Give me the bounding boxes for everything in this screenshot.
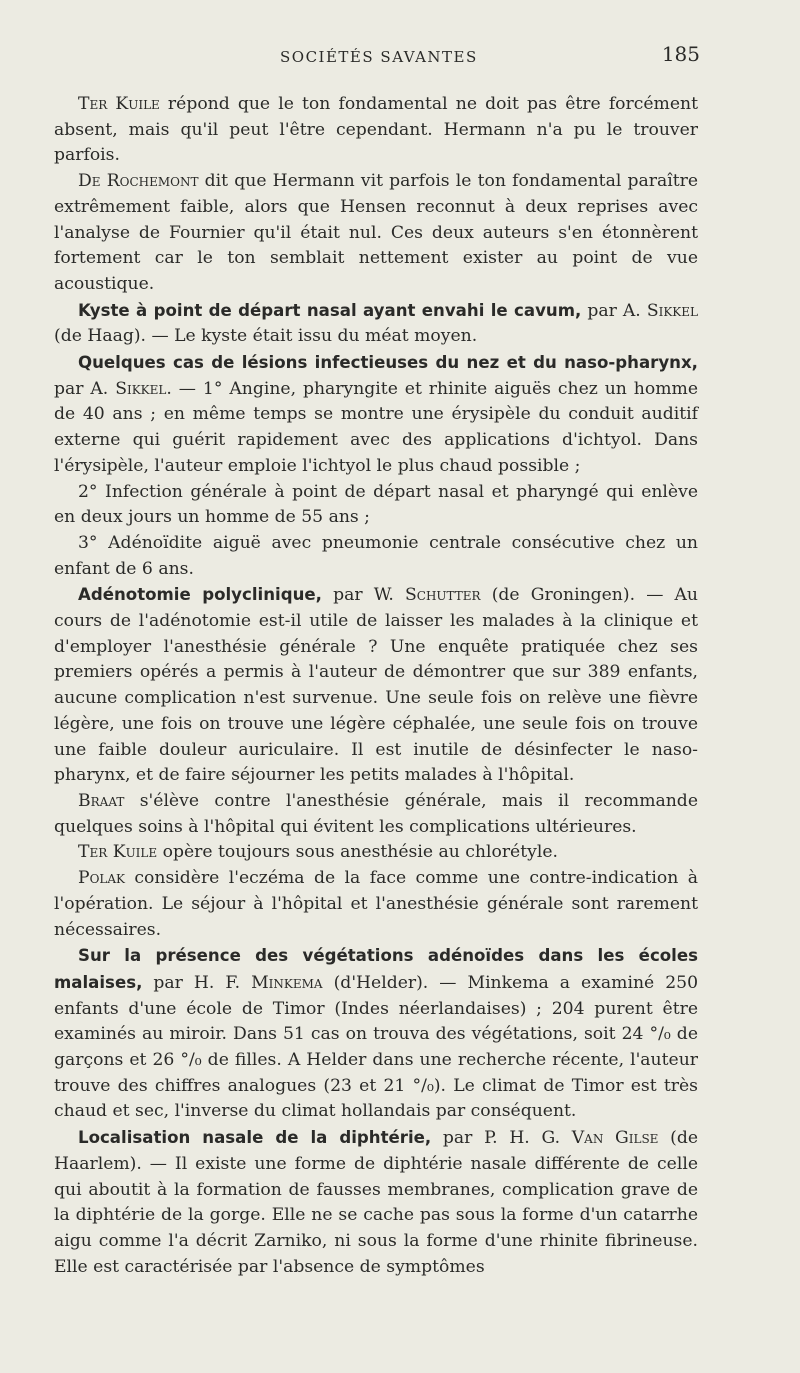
paragraph-text: s'élève contre l'anesthésie générale, mais il recommande quelques soins à l'hôpital qui évitent les complications ultérieures. bbox=[54, 790, 698, 837]
section-heading: Kyste à point de départ nasal ayant envahi le cavum, bbox=[78, 300, 582, 320]
paragraph-text: dit que Hermann vit parfois le ton fondamental paraître extrêmement faible, alors que Hensen reconnut à deux reprises avec l'analyse de Fournier qu'il était nul. Ces deux auteurs s'en étonnèrent fortement car le ton semblait nettement exister au point de vue acoustique. bbox=[54, 171, 698, 294]
paragraph-text: (de Haarlem). — Il existe une forme de diphtérie nasale différente de celle qui aboutit à la formation de fausses membranes, complication grave de la diphtérie de la gorge. Elle ne se cache pas sous la forme d'un catarrhe aigu comme l'a décrit Zarniko, ni sous la forme d'une rhinite fibrineuse. Elle est caractérisée par l'absence de symptômes bbox=[54, 1128, 699, 1277]
paragraph-text: 3° Adénoïdite aiguë avec pneumonie centrale consécutive chez un enfant de 6 ans. bbox=[54, 532, 698, 579]
braat-remark bbox=[54, 789, 698, 840]
kyste-section bbox=[54, 298, 698, 350]
section-heading: Sur la présence des végétations adénoïdes dans les écoles malaises, bbox=[54, 946, 698, 992]
paragraph-text: par A. bbox=[54, 378, 116, 399]
lesions-section bbox=[54, 350, 698, 480]
adenotomie-section bbox=[54, 582, 698, 789]
author-name: Sikkel bbox=[115, 378, 167, 399]
paragraph-text: 2° Infection générale à point de départ nasal et pharyngé qui enlève en deux jours un homme de 55 ans ; bbox=[54, 481, 698, 528]
paragraph-text: répond que le ton fondamental ne doit pas être forcément absent, mais qu'il peut l'être cependant. Hermann n'a pu le trouver parfois. bbox=[54, 94, 698, 166]
author-name: Ter Kuile bbox=[78, 94, 160, 114]
section-heading: Localisation nasale de la diphtérie, bbox=[78, 1128, 432, 1148]
author-name: Minkema bbox=[251, 972, 323, 993]
lesions-case-3 bbox=[54, 531, 698, 582]
paragraph-text: par A. bbox=[581, 300, 647, 321]
polak-remark bbox=[54, 866, 698, 943]
author-name: Van Gilse bbox=[571, 1128, 659, 1149]
paragraph-text: considère l'eczéma de la face comme une contre-indication à l'opération. Le séjour à l'hôpital et l'anesthésie générale sont rarement nécessaires. bbox=[54, 868, 698, 940]
paragraph-text: par P. H. G. bbox=[431, 1128, 572, 1149]
body-text bbox=[54, 92, 698, 1280]
ter-kuile-remark-2 bbox=[54, 840, 698, 866]
section-heading: Adénotomie polyclinique, bbox=[78, 585, 322, 605]
author-name: Braat bbox=[78, 790, 125, 811]
running-title: SOCIÉTÉS SAVANTES bbox=[280, 48, 478, 66]
ter-kuile-remark bbox=[54, 92, 698, 169]
author-name: Sikkel bbox=[646, 300, 698, 321]
paragraph-text: (de Haag). — Le kyste était issu du méat moyen. bbox=[54, 326, 478, 347]
paragraph-text: (d'Helder). — Minkema a examiné 250 enfants d'une école de Timor (Indes néerlandaises) ; 204 purent être examinés au miroir. Dans 51 cas on trouva des végétations, soit 24 °/₀ de garçons et 26 °/₀ de filles. A Helder dans une recherche récente, l'auteur trouve des chiffres analogues (23 et 21 °/₀). Le climat de Timor est très chaud et sec, l'inverse du climat hollandais par conséquent. bbox=[54, 972, 698, 1122]
de-rochemont-remark bbox=[54, 169, 698, 298]
author-name: De Rochemont bbox=[78, 171, 199, 192]
paragraph-text: par W. bbox=[321, 585, 405, 606]
vegetations-section bbox=[54, 943, 698, 1125]
paragraph-text: . — 1° Angine, pharyngite et rhinite aiguës chez un homme de 40 ans ; en même temps se montre une érysipèle du conduit auditif externe qui guérit rapidement avec des applications d'ichtyol. Dans l'érysipèle, l'auteur emploie l'ichtyol le plus chaud possible ; bbox=[54, 378, 698, 476]
diphterie-section bbox=[54, 1125, 698, 1280]
section-heading: Quelques cas de lésions infectieuses du nez et du naso-pharynx, bbox=[78, 353, 698, 373]
page-number: 185 bbox=[661, 42, 700, 66]
author-name: Polak bbox=[78, 868, 126, 889]
paragraph-text: (de Groningen). — Au cours de l'adénotomie est-il utile de laisser les malades à la clinique et d'employer l'anesthésie générale ? Une enquête pratiquée chez ses premiers opérés a permis à l'auteur de démontrer que sur 389 enfants, aucune complication n'est survenue. Une seule fois on relève une fièvre légère, une fois on trouve une légère céphalée, une seule fois on trouve une faible douleur auriculaire. Il est inutile de désinfecter le naso-pharynx, et de faire séjourner les petits malades à l'hôpital. bbox=[54, 585, 699, 786]
paragraph-text: par H. F. bbox=[142, 972, 252, 993]
lesions-case-2 bbox=[54, 480, 698, 531]
paragraph-text: opère toujours sous anesthésie au chlorétyle. bbox=[157, 842, 558, 863]
author-name: Schutter bbox=[404, 585, 481, 606]
page-header bbox=[80, 42, 700, 76]
author-name: Ter Kuile bbox=[78, 842, 158, 863]
